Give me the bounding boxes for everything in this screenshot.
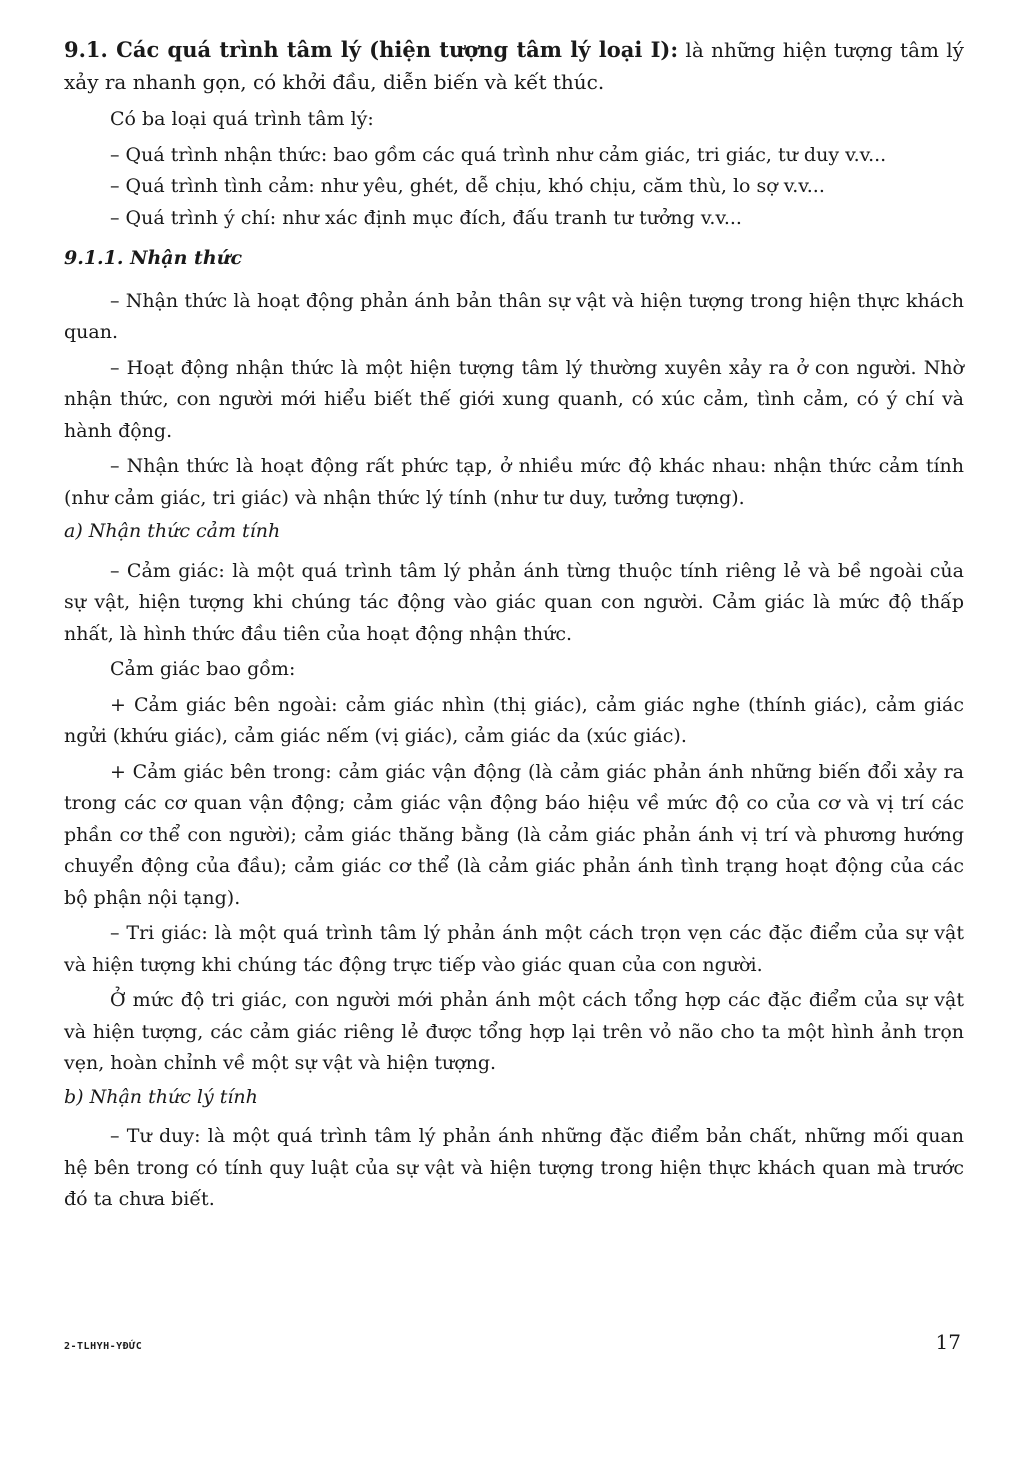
heading-title: 9.1. Các quá trình tâm lý (hiện tượng tâm lý loại I): (64, 37, 679, 62)
paragraph-sensation-types-intro: Cảm giác bao gồm: (110, 658, 296, 680)
section-heading-9-1-1: 9.1.1. Nhận thức (64, 247, 243, 269)
paragraph-thinking: – Tư duy: là một quá trình tâm lý phản ánh những đặc điểm bản chất, những mối quan hệ bên trong có tính quy luật của sự vật và hiện tượng trong hiện thực khách quan mà trước đó ta chưa biết. (64, 1125, 964, 1210)
type-item-will: – Quá trình ý chí: như xác định mục đích, đấu tranh tư tưởng v.v... (110, 206, 742, 229)
type-item-cognition: – Quá trình nhận thức: bao gồm các quá trình như cảm giác, tri giác, tư duy v.v... (110, 143, 887, 166)
paragraph-external-sensation: + Cảm giác bên ngoài: cảm giác nhìn (thị giác), cảm giác nghe (thính giác), cảm giác ngửi (khứu giác), cảm giác nếm (vị giác), cảm giác da (xúc giác). (64, 693, 964, 747)
paragraph-cognition-activity: – Hoạt động nhận thức là một hiện tượng tâm lý thường xuyên xảy ra ở con người. Nhờ nhận thức, con người mới hiểu biết thế giới xung quanh, có xúc cảm, tình cảm, có ý chí và hành động. (64, 356, 964, 442)
paragraph-perception: – Tri giác: là một quá trình tâm lý phản ánh một cách trọn vẹn các đặc điểm của sự vật và hiện tượng khi chúng tác động trực tiếp vào giác quan của con người. (64, 922, 964, 976)
types-intro: Có ba loại quá trình tâm lý: (110, 108, 374, 130)
type-item-emotion: – Quá trình tình cảm: như yêu, ghét, dễ chịu, khó chịu, căm thù, lo sợ v.v... (110, 175, 825, 197)
section-heading-9-1 (64, 34, 964, 98)
section-heading-a: a) Nhận thức cảm tính (64, 520, 281, 542)
section-heading-b: b) Nhận thức lý tính (64, 1085, 258, 1108)
paragraph-sensation: – Cảm giác: là một quá trình tâm lý phản ánh từng thuộc tính riêng lẻ và bề ngoài của sự vật, hiện tượng khi chúng tác động vào giác quan con người. Cảm giác là mức độ thấp nhất, là hình thức đầu tiên của hoạt động nhận thức. (64, 559, 964, 645)
footer-book-code: 2-TLHYH-YĐỨC (64, 1341, 143, 1352)
heading-definition: là những hiện tượng tâm lý xảy ra nhanh gọn, có khởi đầu, diễn biến và kết thúc. (64, 38, 964, 94)
paragraph-perception-level: Ở mức độ tri giác, con người mới phản ánh một cách tổng hợp các đặc điểm của sự vật và hiện tượng, các cảm giác riêng lẻ được tổng hợp lại trên vỏ não cho ta một hình ảnh trọn vẹn, hoàn chỉnh về một sự vật và hiện tượng. (64, 989, 964, 1074)
paragraph-cognition-definition: – Nhận thức là hoạt động phản ánh bản thân sự vật và hiện tượng trong hiện thực khách quan. (64, 289, 964, 343)
page-body (64, 34, 964, 1216)
page-number: 17 (935, 1330, 961, 1354)
paragraph-cognition-levels: – Nhận thức là hoạt động rất phức tạp, ở nhiều mức độ khác nhau: nhận thức cảm tính (như cảm giác, tri giác) và nhận thức lý tính (như tư duy, tưởng tượng). (64, 455, 964, 509)
paragraph-internal-sensation: + Cảm giác bên trong: cảm giác vận động (là cảm giác phản ánh những biến đổi xảy ra trong các cơ quan vận động; cảm giác vận động báo hiệu về mức độ co của cơ và vị trí các phần cơ thể con người); cảm giác thăng bằng (là cảm giác phản ánh vị trí và phương hướng chuyển động của đầu); cảm giác cơ thể (là cảm giác phản ánh tình trạng hoạt động của các bộ phận nội tạng). (64, 760, 964, 909)
